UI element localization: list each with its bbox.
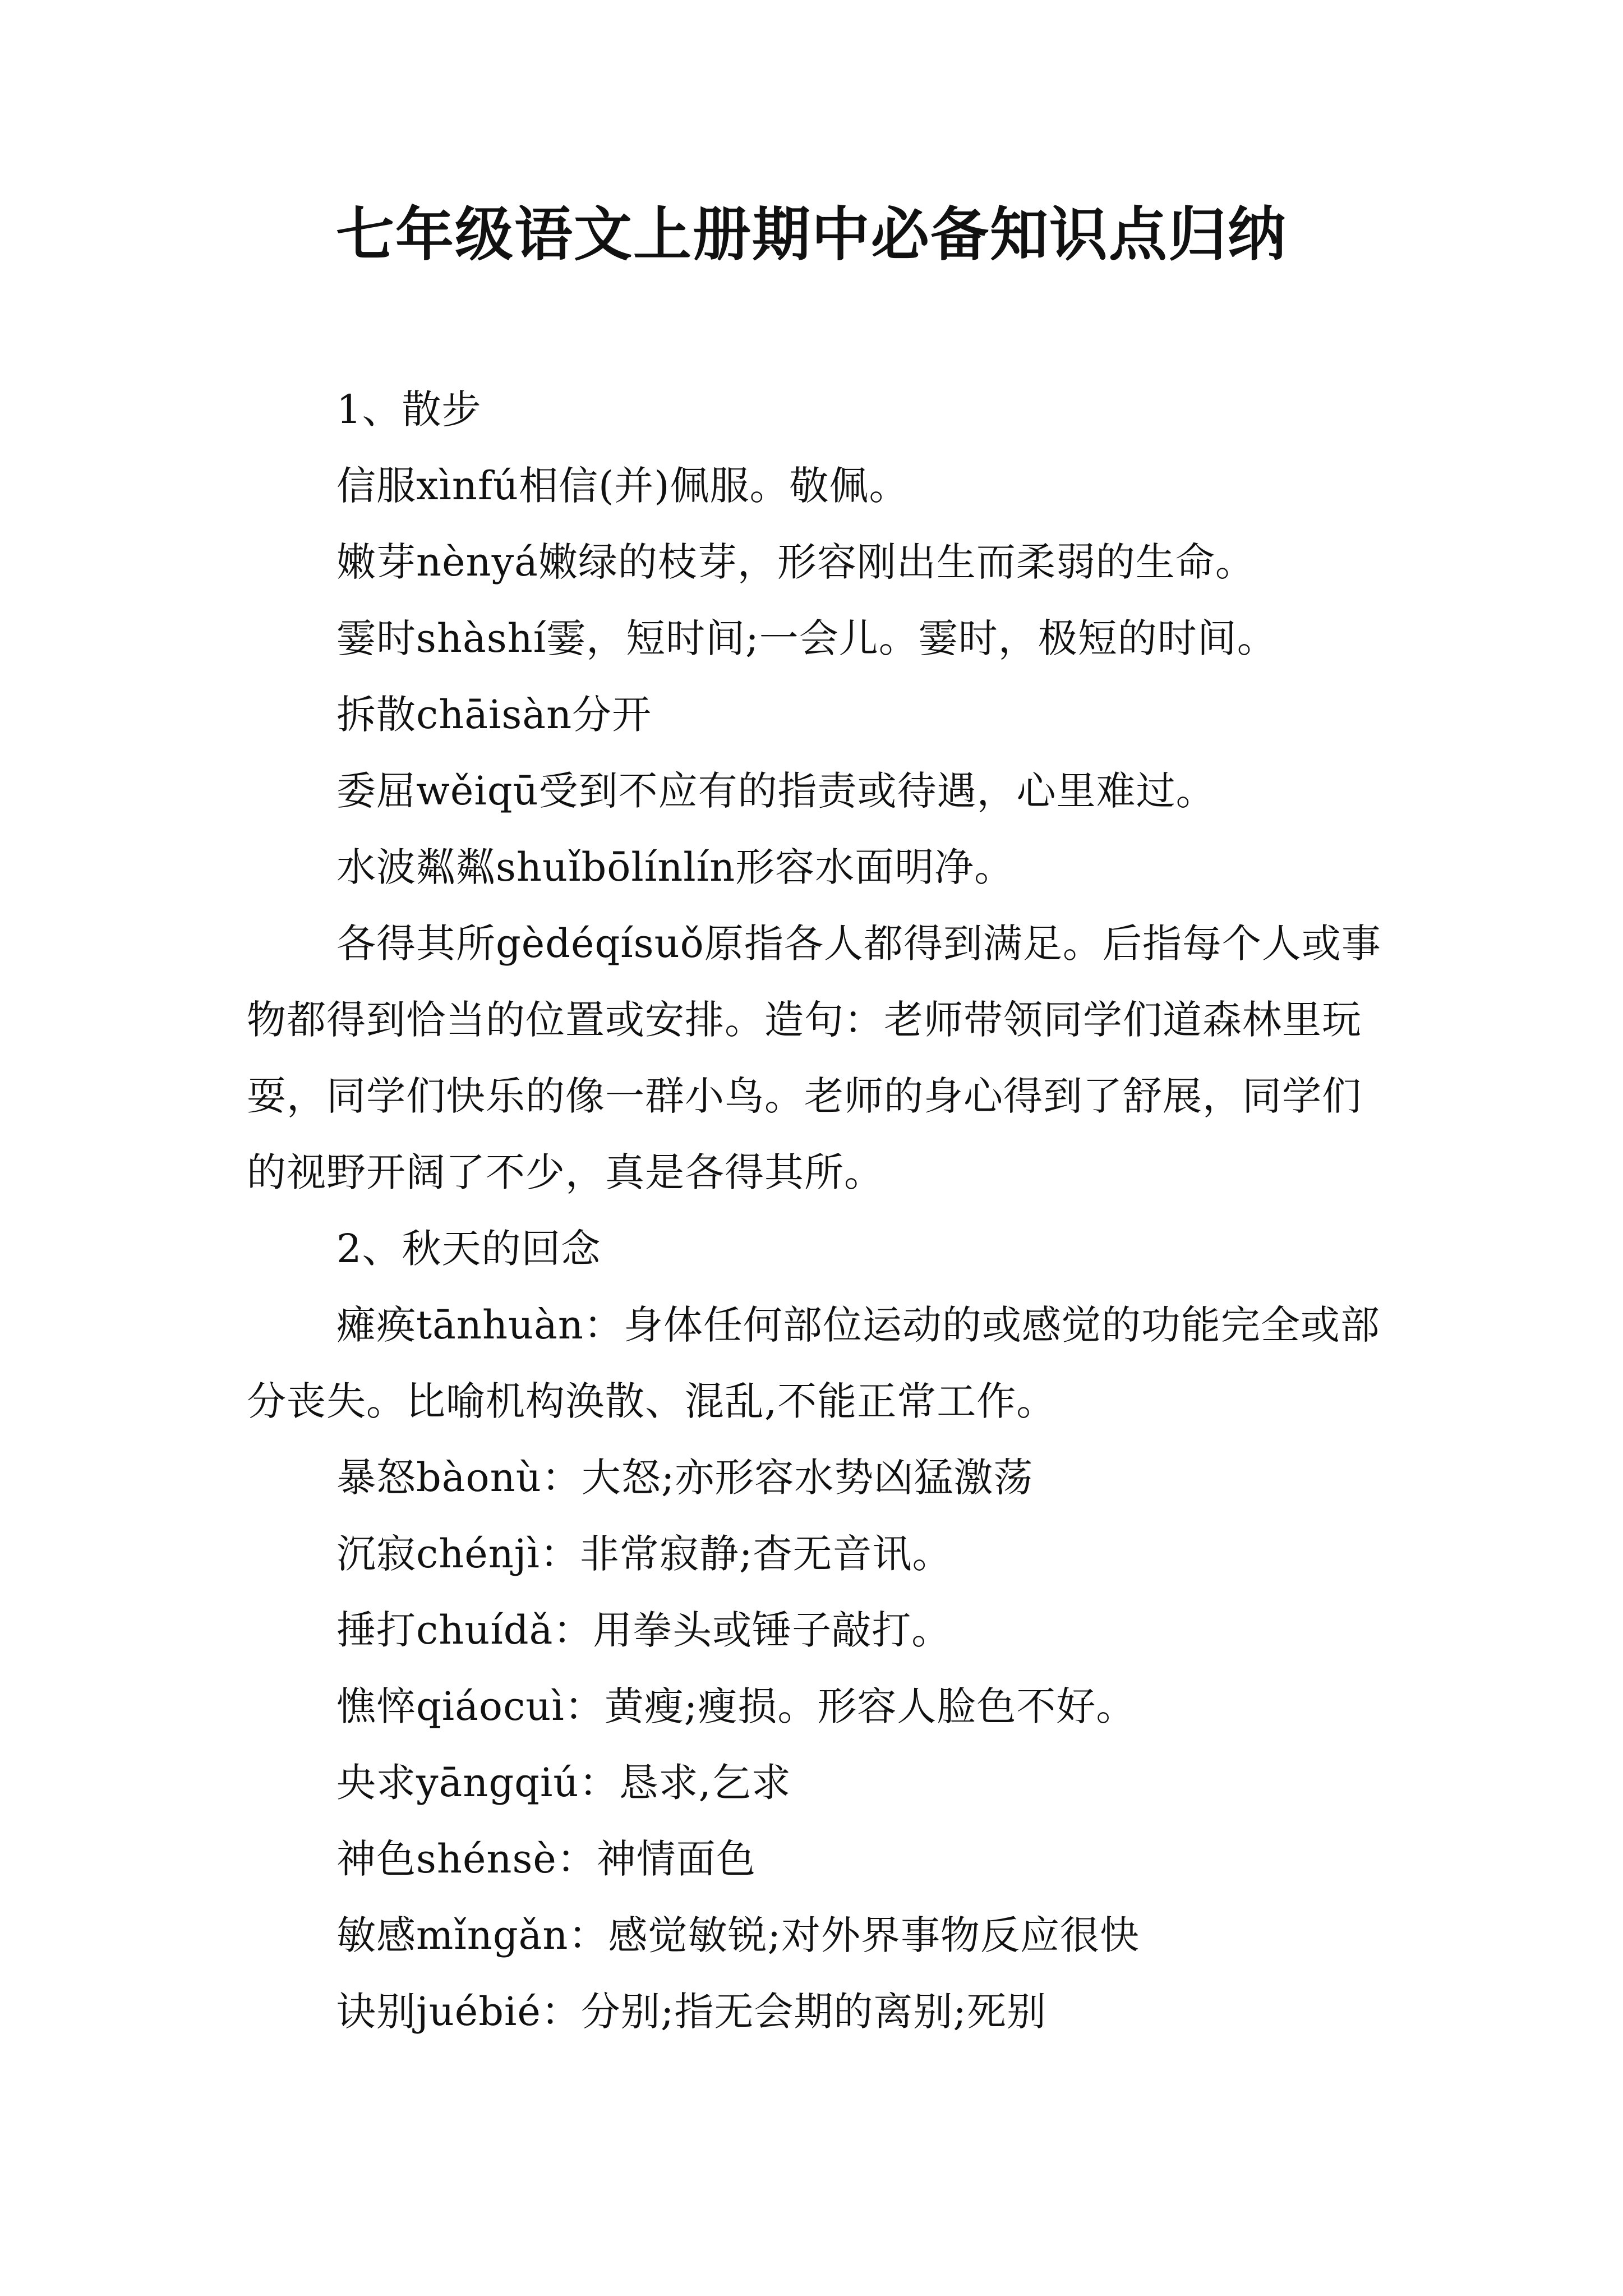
vocab-entry: 敏感mǐngǎn：感觉敏锐;对外界事物反应很快 bbox=[336, 1912, 1140, 1958]
vocab-entry: 嫩芽nènyá嫩绿的枝芽，形容刚出生而柔弱的生命。 bbox=[336, 539, 1255, 585]
document-title: 七年级语文上册期中必备知识点归纳 bbox=[335, 200, 1287, 269]
vocab-entry: 信服xìnfú相信(并)佩服。敬佩。 bbox=[336, 463, 909, 509]
vocab-entry: 诀别juébié：分别;指无会期的离别;死别 bbox=[336, 1989, 1047, 2035]
vocab-entry: 捶打chuídǎ：用拳头或锤子敲打。 bbox=[336, 1607, 952, 1653]
section-heading-1: 1、散步 bbox=[336, 386, 482, 432]
vocab-entry: 暴怒bàonù：大怒;亦形容水势凶猛激荡 bbox=[336, 1455, 1034, 1501]
vocab-entry: 拆散chāisàn分开 bbox=[336, 692, 652, 738]
vocab-entry: 各得其所gèdéqísuǒ原指各人都得到满足。后指每个人或事物都得到恰当的位置或安排。造句：老师带领同学们道森林里玩耍，同学们快乐的像一群小鸟。老师的身心得到了舒展，同学们的视野开阔了不少，真是各得其所。 bbox=[247, 921, 1381, 1195]
vocab-entry: 瘫痪tānhuàn：身体任何部位运动的或感觉的功能完全或部分丧失。比喻机构涣散、混乱,不能正常工作。 bbox=[247, 1302, 1380, 1424]
vocab-entry: 委屈wěiqū受到不应有的指责或待遇，心里难过。 bbox=[336, 768, 1216, 814]
vocab-entry: 水波粼粼shuǐbōlínlín形容水面明净。 bbox=[336, 844, 1015, 890]
vocab-entry: 央求yāngqiú：恳求,乞求 bbox=[336, 1760, 791, 1806]
section-heading-2: 2、秋天的回念 bbox=[336, 1226, 601, 1272]
vocab-entry: 霎时shàshí霎，短时间;一会儿。霎时，极短的时间。 bbox=[336, 615, 1277, 661]
vocab-entry: 沉寂chénjì：非常寂静;杳无音讯。 bbox=[336, 1531, 952, 1577]
vocab-entry: 神色shénsè：神情面色 bbox=[336, 1836, 756, 1882]
document-body bbox=[247, 371, 1385, 2050]
vocab-entry: 憔悴qiáocuì：黄瘦;瘦损。形容人脸色不好。 bbox=[336, 1683, 1136, 1729]
